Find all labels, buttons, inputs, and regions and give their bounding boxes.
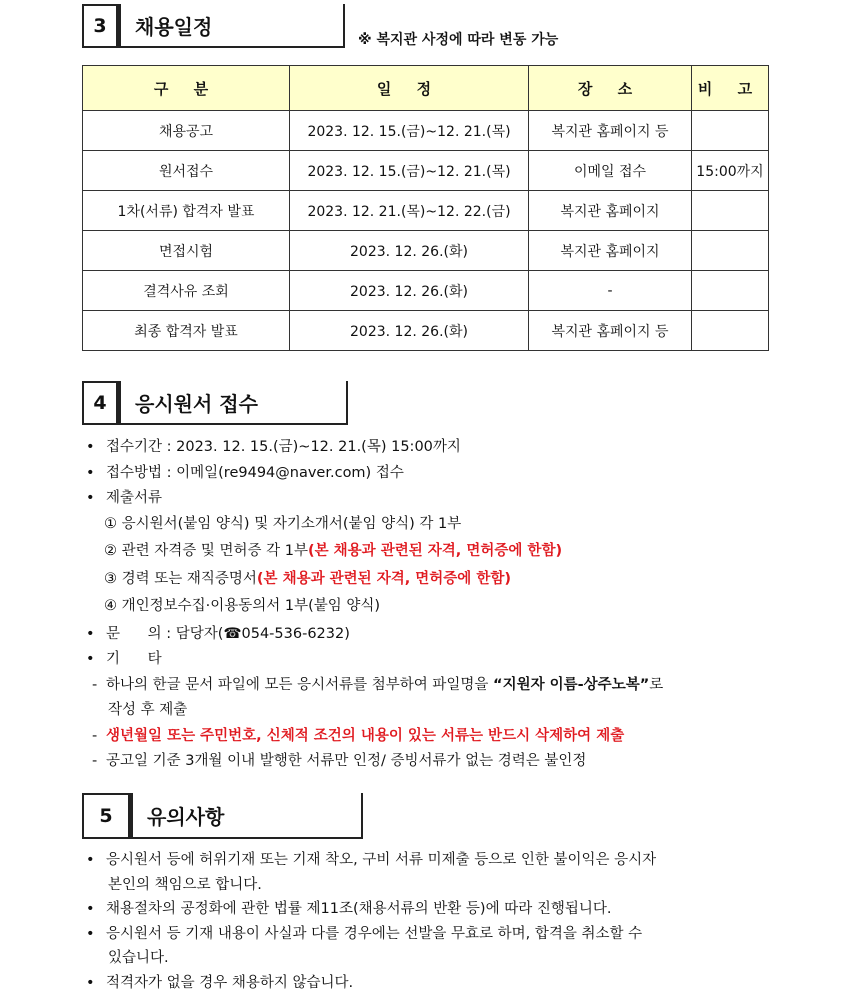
list-item (82, 622, 782, 648)
doc-item (82, 567, 782, 593)
header-location: 장 소 (529, 66, 692, 111)
table-row (83, 231, 769, 271)
cell-category: 면접시험 (83, 231, 290, 271)
list-item-continued: 있습니다. (108, 950, 169, 966)
notice-text: 적격자가 없을 경우 채용하지 않습니다. (106, 974, 354, 991)
section-title: 채용일정 (121, 4, 345, 48)
cell-schedule: 2023. 12. 26.(화) (290, 271, 529, 311)
bullet-icon: • (86, 490, 95, 506)
cell-location: 이메일 접수 (529, 151, 692, 191)
list-item (82, 897, 772, 922)
section-number: 3 (82, 4, 116, 48)
etc1-suffix: 로 (649, 676, 664, 693)
cell-schedule: 2023. 12. 21.(목)~12. 22.(금) (290, 191, 529, 231)
list-item (82, 848, 772, 873)
cell-remarks: 15:00까지 (692, 151, 769, 191)
notice-text: 채용절차의 공정화에 관한 법률 제11조(채용서류의 반환 등)에 따라 진행됩니다. (106, 901, 612, 917)
application-details (82, 435, 782, 775)
docs-label: 제출서류 (106, 490, 163, 506)
doc-item (82, 594, 782, 620)
cell-category: 1차(서류) 합격자 발표 (83, 191, 290, 231)
cell-schedule: 2023. 12. 15.(금)~12. 21.(목) (290, 111, 529, 151)
cell-remarks (692, 271, 769, 311)
etc3-text: 공고일 기준 3개월 이내 발행한 서류만 인정/ 증빙서류가 없는 경력은 불인정 (106, 753, 587, 769)
table-header-row (83, 66, 769, 111)
doc-num: ③ (104, 570, 117, 587)
bullet-icon: • (86, 901, 95, 917)
cell-location: 복지관 홈페이지 등 (529, 311, 692, 351)
list-item (82, 435, 782, 461)
cell-schedule: 2023. 12. 15.(금)~12. 21.(목) (290, 151, 529, 191)
header-schedule: 일 정 (290, 66, 529, 111)
list-item (82, 461, 782, 487)
cell-remarks (692, 311, 769, 351)
table-row (83, 271, 769, 311)
etc-label: 기 타 (106, 651, 162, 667)
notice-text: 응시원서 등 기재 내용이 사실과 다를 경우에는 선발을 무효로 하며, 합격을 취소할 수 (106, 925, 643, 942)
section-title: 응시원서 접수 (121, 381, 348, 425)
section-title: 유의사항 (133, 793, 363, 839)
doc-note: (본 채용과 관련된 자격, 면허증에 한함) (307, 543, 563, 559)
doc-item (82, 539, 782, 565)
table-row (83, 111, 769, 151)
list-item (82, 647, 782, 673)
cell-remarks (692, 191, 769, 231)
bullet-icon: • (86, 439, 95, 455)
bullet-icon: • (86, 651, 95, 667)
list-item (82, 922, 772, 947)
doc-num: ② (104, 543, 117, 559)
doc-text: 응시원서(붙임 양식) 및 자기소개서(붙임 양식) 각 1부 (121, 515, 462, 532)
bullet-icon: • (86, 625, 95, 642)
etc2-text: 생년월일 또는 주민번호, 신체적 조건의 내용이 있는 서류는 반드시 삭제하여 제출 (106, 727, 625, 744)
doc-num: ① (104, 515, 117, 532)
schedule-note: ※ 복지관 사정에 따라 변동 가능 (358, 32, 559, 48)
etc-item-continued: 작성 후 제출 (108, 702, 188, 718)
cell-location: - (529, 271, 692, 311)
doc-text: 관련 자격증 및 면허증 각 1부 (121, 543, 308, 559)
etc-item (82, 673, 782, 699)
cell-category: 최종 합격자 발표 (83, 311, 290, 351)
etc1-text: 하나의 한글 문서 파일에 모든 응시서류를 첨부하여 파일명을 (106, 676, 494, 693)
bullet-icon: • (86, 925, 95, 942)
doc-item (82, 512, 782, 538)
cell-category: 결격사유 조회 (83, 271, 290, 311)
cell-schedule: 2023. 12. 26.(화) (290, 311, 529, 351)
cell-location: 복지관 홈페이지 등 (529, 111, 692, 151)
list-item (82, 486, 782, 512)
cell-remarks (692, 231, 769, 271)
dash-icon: - (92, 753, 98, 769)
bullet-icon: • (86, 464, 95, 481)
doc-text: 경력 또는 재직증명서 (121, 570, 257, 587)
section-5-header (82, 793, 363, 839)
section-3-header (82, 4, 345, 48)
etc-item (82, 724, 782, 750)
section-4-header (82, 381, 348, 425)
cell-category: 원서접수 (83, 151, 290, 191)
table-row (83, 311, 769, 351)
notice-list (82, 848, 772, 995)
cell-remarks (692, 111, 769, 151)
header-category: 구 분 (83, 66, 290, 111)
bullet-icon: • (86, 974, 95, 991)
notice-text: 응시원서 등에 허위기재 또는 기재 착오, 구비 서류 미제출 등으로 인한 불이익은 응시자 (106, 852, 657, 868)
doc-note: (본 채용과 관련된 자격, 면허증에 한함) (256, 570, 511, 587)
filename-format: “지원자 이름-상주노복” (493, 676, 650, 693)
schedule-table (82, 65, 769, 351)
dash-icon: - (92, 676, 98, 693)
section-number: 4 (82, 381, 116, 425)
period-text: 접수기간 : 2023. 12. 15.(금)~12. 21.(목) 15:00까지 (106, 439, 461, 455)
list-item (82, 971, 772, 996)
contact-text: 문 의 : 담당자(☎054-536-6232) (106, 625, 350, 642)
cell-category: 채용공고 (83, 111, 290, 151)
cell-schedule: 2023. 12. 26.(화) (290, 231, 529, 271)
table-row (83, 191, 769, 231)
cell-location: 복지관 홈페이지 (529, 231, 692, 271)
header-remarks: 비 고 (692, 66, 769, 111)
list-item-continued: 본인의 책임으로 합니다. (108, 876, 262, 893)
cell-location: 복지관 홈페이지 (529, 191, 692, 231)
table-row (83, 151, 769, 191)
dash-icon: - (92, 727, 98, 744)
doc-num: ④ (104, 598, 117, 614)
method-text: 접수방법 : 이메일(re9494@naver.com) 접수 (106, 464, 404, 481)
doc-text: 개인정보수집·이용동의서 1부(붙임 양식) (121, 598, 381, 614)
bullet-icon: • (86, 852, 95, 868)
section-number: 5 (82, 793, 128, 839)
etc-item (82, 749, 782, 775)
